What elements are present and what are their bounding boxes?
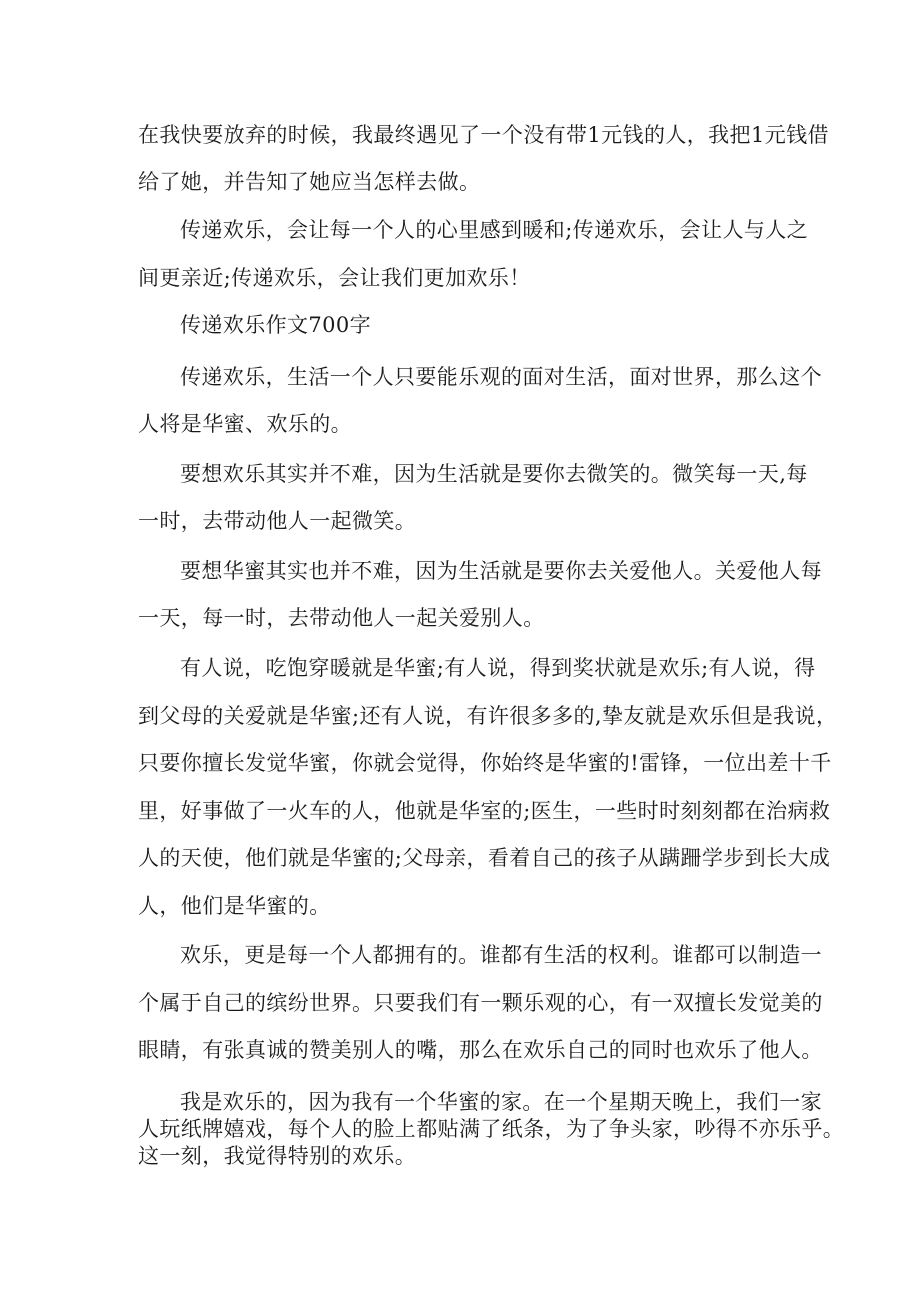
paragraph-line: 这一刻，我觉得特别的欢乐。	[138, 1144, 417, 1168]
paragraph-line: 里，好事做了一火车的人，他就是华室的;医生，一些时时刻刻都在治病救	[138, 799, 831, 823]
paragraph-line: 眼睛，有张真诚的赞美别人的嘴，那么在欢乐自己的同时也欢乐了他人。	[138, 1038, 823, 1062]
paragraph-line: 间更亲近;传递欢乐，会让我们更加欢乐！	[138, 266, 531, 290]
paragraph-line: 一天，每一时，去带动他人一起关爱别人。	[138, 606, 545, 630]
paragraph-line: 给了她，并告知了她应当怎样去做。	[138, 170, 481, 194]
paragraph-line: 在我快要放弃的时候，我最终遇见了一个没有带1元钱的人，我把1元钱借	[138, 123, 829, 147]
paragraph-line: 要想欢乐其实并不难，因为生活就是要你去微笑的。微笑每一天,每	[180, 462, 808, 486]
section-heading: 传递欢乐作文700字	[180, 313, 372, 337]
paragraph-line: 人将是华蜜、欢乐的。	[138, 412, 352, 436]
paragraph-line: 传递欢乐，会让每一个人的心里感到暖和;传递欢乐，会让人与人之	[180, 218, 809, 242]
paragraph-line: 欢乐，更是每一个人都拥有的。谁都有生活的权利。谁都可以制造一	[180, 943, 822, 967]
paragraph-line: 人玩纸牌嬉戏，每个人的脸上都贴满了纸条，为了争头家，吵得不亦乐乎。	[138, 1117, 845, 1141]
paragraph-line: 个属于自己的缤纷世界。只要我们有一颗乐观的心，有一双擅长发觉美的	[138, 991, 823, 1015]
paragraph-line: 人，他们是华蜜的。	[138, 894, 331, 918]
paragraph-line: 我是欢乐的，因为我有一个华蜜的家。在一个星期天晚上，我们一家	[180, 1090, 822, 1114]
paragraph-line: 只要你擅长发觉华蜜，你就会觉得，你始终是华蜜的!雷锋，一位出差十千	[138, 751, 832, 775]
paragraph-line: 到父母的关爱就是华蜜;还有人说，有许很多多的,挚友就是欢乐但是我说，	[138, 704, 838, 728]
paragraph-line: 有人说，吃饱穿暖就是华蜜;有人说，得到奖状就是欢乐;有人说，得	[180, 656, 816, 680]
paragraph-line: 人的天使，他们就是华蜜的;父母亲，看着自己的孩子从蹒跚学步到长大成	[138, 846, 831, 870]
paragraph-line: 要想华蜜其实也并不难，因为生活就是要你去关爱他人。关爱他人每	[180, 559, 822, 583]
paragraph-line: 传递欢乐，生活一个人只要能乐观的面对生活，面对世界，那么这个	[180, 365, 822, 389]
paragraph-line: 一时，去带动他人一起微笑。	[138, 509, 417, 533]
